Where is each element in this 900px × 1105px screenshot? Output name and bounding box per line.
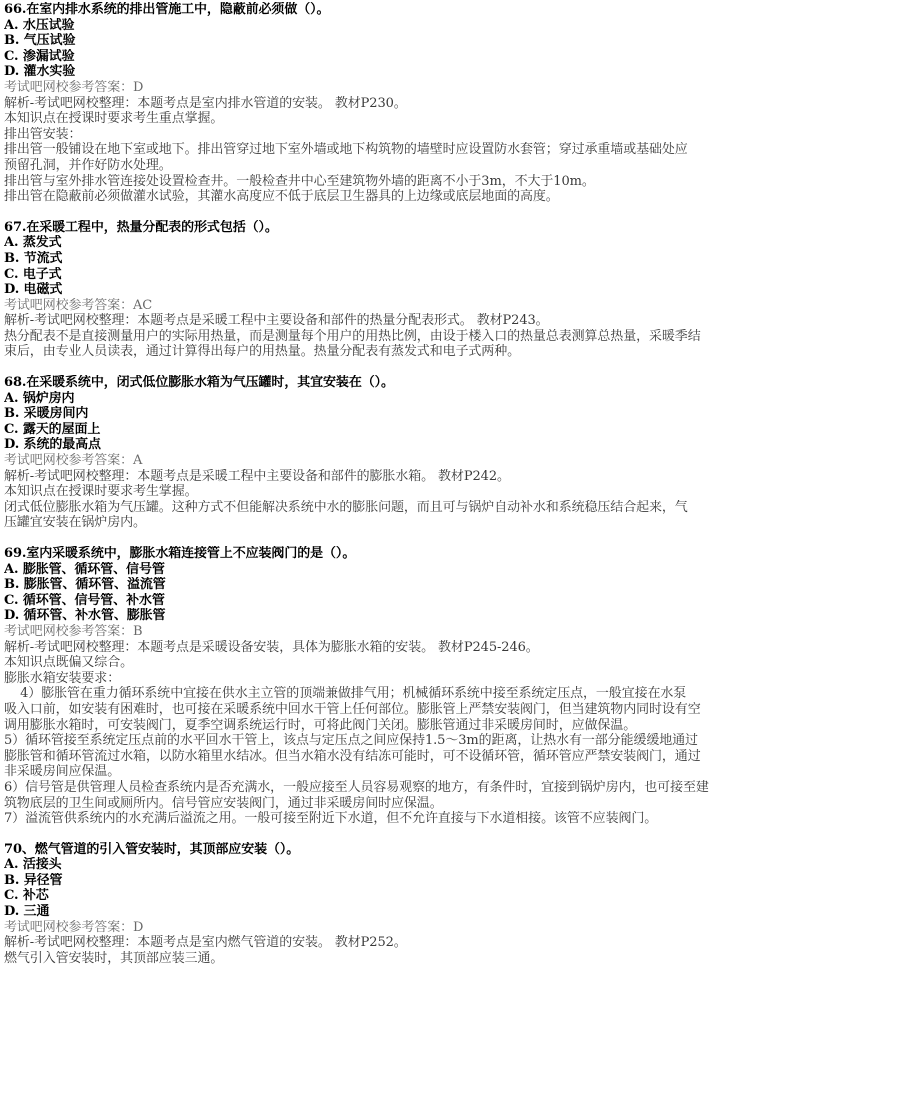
- question-67: [4, 220, 896, 360]
- option-a: A. 锅炉房内: [4, 390, 75, 406]
- explanation-line: 预留孔洞，并作好防水处理。: [4, 157, 172, 173]
- option-c: C. 渗漏试验: [4, 48, 75, 64]
- option-d: D. 系统的最高点: [4, 437, 101, 453]
- explanation-line: 燃气引入管安装时，其顶部应装三通。: [4, 950, 224, 966]
- explanation-line: 束后，由专业人员读表，通过计算得出每户的用热量。热量分配表有蒸发式和电子式两种。: [4, 344, 521, 360]
- explanation-line: 解析-考试吧网校整理：本题考点是室内排水管道的安装。 教材P230。: [4, 95, 407, 111]
- option-c: C. 电子式: [4, 266, 62, 282]
- option-a: A. 蒸发式: [4, 235, 62, 251]
- explanation-line: 6）信号管是供管理人员检查系统内是否充满水，一般应接至人员容易观察的地方，有条件时，宜接到锅炉房内，也可接至建: [4, 779, 709, 795]
- option-d: D. 灌水实验: [4, 64, 76, 80]
- explanation-line: 压罐宜安装在锅炉房内。: [4, 515, 146, 531]
- option-b: B. 采暖房间内: [4, 406, 89, 422]
- explanation-line: 调用膨胀水箱时，可安装阀门，夏季空调系统运行时，可将此阀门关闭。膨胀管通过非采暖房间时，应做保温。: [4, 717, 637, 733]
- reference-answer: 考试吧网校参考答案：AC: [4, 297, 153, 313]
- question-stem: 69.室内采暖系统中，膨胀水箱连接管上不应装阀门的是（）。: [4, 546, 356, 561]
- option-a: A. 活接头: [4, 857, 62, 873]
- reference-answer: 考试吧网校参考答案：D: [4, 79, 144, 95]
- question-stem: 66.在室内排水系统的排出管施工中，隐蔽前必须做（）。: [4, 2, 330, 17]
- explanation-line: 4）膨胀管在重力循环系统中宜接在供水主立管的顶端兼做排气用；机械循环系统中接至系统定压点，一般宜接在水泵: [4, 686, 687, 702]
- explanation-line: 热分配表不是直接测量用户的实际用热量，而是测量每个用户的用热比例，由设于楼入口的热量总表测算总热量，采暖季结: [4, 328, 701, 344]
- option-b: B. 节流式: [4, 250, 63, 266]
- explanation-line: 吸入口前，如安装有困难时，也可接在采暖系统中回水干管上任何部位。膨胀管上严禁安装阀门，但当建筑物内同时设有空: [4, 701, 701, 717]
- explanation-line: 5）循环管接至系统定压点前的水平回水干管上，该点与定压点之间应保持1.5～3m的距离，让热水有一部分能缓缓地通过: [4, 733, 698, 749]
- option-c: C. 循环管、信号管、补水管: [4, 592, 165, 608]
- reference-answer: 考试吧网校参考答案：D: [4, 919, 144, 935]
- explanation-line: 筑物底层的卫生间或厕所内。信号管应安装阀门，通过非采暖房间时应保温。: [4, 795, 443, 811]
- question-70: [4, 842, 896, 967]
- option-b: B. 异径管: [4, 872, 63, 888]
- option-d: D. 电磁式: [4, 282, 63, 298]
- option-d: D. 循环管、补水管、膨胀管: [4, 608, 166, 624]
- reference-answer: 考试吧网校参考答案：B: [4, 623, 143, 639]
- explanation-line: 排出管安装：: [4, 126, 82, 142]
- explanation-line: 解析-考试吧网校整理：本题考点是采暖设备安装，具体为膨胀水箱的安装。 教材P245-246。: [4, 639, 539, 655]
- reference-answer: 考试吧网校参考答案：A: [4, 453, 143, 469]
- explanation-line: 解析-考试吧网校整理：本题考点是采暖工程中主要设备和部件的热量分配表形式。 教材P243。: [4, 313, 549, 329]
- option-c: C. 补芯: [4, 888, 49, 904]
- question-68: [4, 375, 896, 531]
- explanation-line: 排出管在隐蔽前必须做灌水试验，其灌水高度应不低于底层卫生器具的上边缘或底层地面的高度。: [4, 189, 559, 205]
- explanation-line: 解析-考试吧网校整理：本题考点是采暖工程中主要设备和部件的膨胀水箱。 教材P242。: [4, 468, 510, 484]
- explanation-line: 闭式低位膨胀水箱为气压罐。这种方式不但能解决系统中水的膨胀问题，而且可与锅炉自动补水和系统稳压结合起来，气: [4, 499, 688, 515]
- option-d: D. 三通: [4, 904, 50, 920]
- option-b: B. 气压试验: [4, 33, 76, 49]
- explanation-line: 排出管与室外排水管连接处设置检查井。一般检查井中心至建筑物外墙的距离不小于3m，不大于10m。: [4, 173, 595, 189]
- explanation-line: 非采暖房间应保温。: [4, 764, 121, 780]
- option-a: A. 膨胀管、循环管、信号管: [4, 561, 165, 577]
- explanation-line: 本知识点在授课时要求考生重点掌握。: [4, 111, 224, 127]
- explanation-line: 解析-考试吧网校整理：本题考点是室内燃气管道的安装。 教材P252。: [4, 935, 407, 951]
- exam-page: [4, 2, 896, 981]
- explanation-line: 膨胀管和循环管流过水箱，以防水箱里水结冰。但当水箱水没有结冻可能时，可不设循环管，循环管应严禁安装阀门，通过: [4, 748, 701, 764]
- question-66: [4, 2, 896, 205]
- option-a: A. 水压试验: [4, 17, 75, 33]
- explanation-line: 本知识点在授课时要求考生掌握。: [4, 484, 198, 500]
- explanation-line: 膨胀水箱安装要求：: [4, 670, 121, 686]
- question-69: [4, 546, 896, 827]
- explanation-line: 7）溢流管供系统内的水充满后溢流之用。一般可接至附近下水道，但不允许直接与下水道相接。该管不应装阀门。: [4, 811, 658, 827]
- option-c: C. 露天的屋面上: [4, 421, 101, 437]
- question-stem: 68.在采暖系统中，闭式低位膨胀水箱为气压罐时，其宜安装在（）。: [4, 375, 394, 391]
- question-stem: 70、燃气管道的引入管安装时，其顶部应安装（）。: [4, 841, 300, 857]
- option-b: B. 膨胀管、循环管、溢流管: [4, 577, 166, 593]
- explanation-line: 排出管一般铺设在地下室或地下。排出管穿过地下室外墙或地下构筑物的墙壁时应设置防水套管；穿过承重墙或基础处应: [4, 142, 688, 158]
- question-stem: 67.在采暖工程中，热量分配表的形式包括（）。: [4, 219, 278, 235]
- explanation-line: 本知识点既偏又综合。: [4, 655, 134, 671]
